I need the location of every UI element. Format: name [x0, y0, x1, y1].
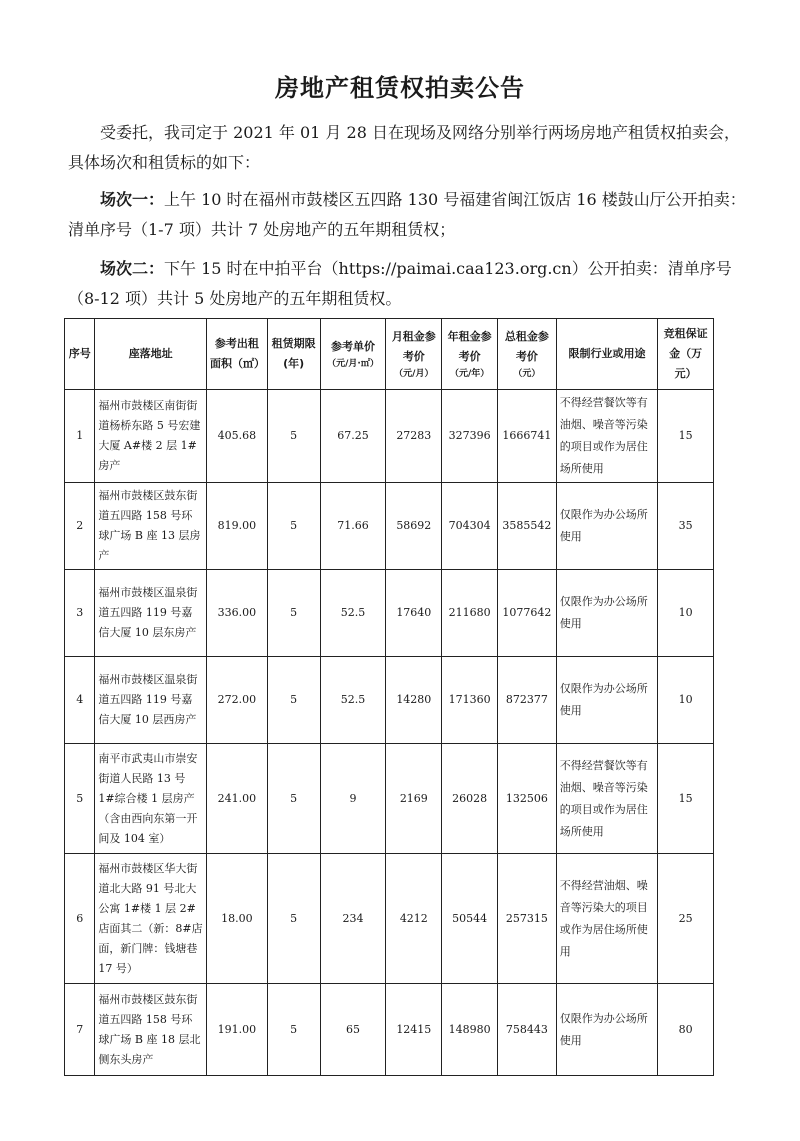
- header-monthly-unit: （元/月）: [394, 369, 434, 379]
- cell-yearly: 148980: [442, 984, 498, 1076]
- header-term: 租赁期限(年): [267, 319, 320, 390]
- cell-use: 仅限作为办公场所使用: [556, 657, 657, 744]
- table-row: [65, 657, 714, 744]
- table-header-row: [65, 319, 714, 390]
- cell-term: 5: [267, 657, 320, 744]
- cell-monthly: 58692: [386, 483, 442, 570]
- cell-unit-price: 234: [320, 854, 386, 984]
- cell-unit-price: 9: [320, 744, 386, 854]
- cell-area: 191.00: [206, 984, 267, 1076]
- cell-use: 不得经营油烟、噪音等污染大的项目或作为居住场所使用: [556, 854, 657, 984]
- header-use: 限制行业或用途: [556, 319, 657, 390]
- cell-yearly: 327396: [442, 390, 498, 483]
- cell-use: 不得经营餐饮等有油烟、噪音等污染的项目或作为居住场所使用: [556, 390, 657, 483]
- cell-deposit: 25: [658, 854, 714, 984]
- cell-area: 272.00: [206, 657, 267, 744]
- header-yearly-label: 年租金参考价: [447, 330, 492, 363]
- cell-yearly: 26028: [442, 744, 498, 854]
- lease-lots-table: [64, 318, 714, 1076]
- table-row: [65, 984, 714, 1076]
- cell-deposit: 80: [658, 984, 714, 1076]
- cell-deposit: 10: [658, 657, 714, 744]
- cell-address: 福州市鼓楼区华大街道北大路 91 号北大公寓 1#楼 1 层 2#店面其二（新：8#店面，新门牌：钱塘巷 17 号）: [95, 854, 207, 984]
- header-yearly: [442, 319, 498, 390]
- cell-deposit: 15: [658, 744, 714, 854]
- cell-yearly: 211680: [442, 570, 498, 657]
- header-unit-price: [320, 319, 386, 390]
- cell-no: 3: [65, 570, 95, 657]
- cell-term: 5: [267, 984, 320, 1076]
- cell-address: 福州市鼓楼区温泉街道五四路 119 号嘉信大厦 10 层西房产: [95, 657, 207, 744]
- session-two-line-2: （8-12 项）共计 5 处房地产的五年期租赁权。: [68, 289, 402, 308]
- session-one-text: 上午 10 时在福州市鼓楼区五四路 130 号福建省闽江饭店 16 楼鼓山厅公开拍卖：: [164, 190, 746, 209]
- cell-total: 758443: [497, 984, 556, 1076]
- cell-yearly: 50544: [442, 854, 498, 984]
- header-total-label: 总租金参考价: [504, 330, 549, 363]
- cell-no: 7: [65, 984, 95, 1076]
- session-two-text: 下午 15 时在中拍平台（https://paimai.caa123.org.cn）公开拍卖：清单序号: [164, 259, 732, 278]
- session-one-label: 场次一：: [100, 190, 165, 209]
- cell-monthly: 27283: [386, 390, 442, 483]
- header-area: 参考出租面积（㎡）: [206, 319, 267, 390]
- cell-use: 不得经营餐饮等有油烟、噪音等污染的项目或作为居住场所使用: [556, 744, 657, 854]
- cell-term: 5: [267, 744, 320, 854]
- intro-line-1: 受委托，我司定于 2021 年 01 月 28 日在现场及网络分别举行两场房地产租赁权拍卖会，: [100, 123, 740, 142]
- cell-monthly: 2169: [386, 744, 442, 854]
- cell-area: 18.00: [206, 854, 267, 984]
- table-row: [65, 483, 714, 570]
- cell-area: 241.00: [206, 744, 267, 854]
- header-total-unit: （元）: [513, 369, 541, 379]
- cell-area: 819.00: [206, 483, 267, 570]
- cell-term: 5: [267, 483, 320, 570]
- session-one-paragraph: [68, 185, 784, 245]
- header-monthly-label: 月租金参考价: [391, 330, 436, 363]
- cell-monthly: 12415: [386, 984, 442, 1076]
- session-two-label: 场次二：: [100, 259, 165, 278]
- cell-yearly: 171360: [442, 657, 498, 744]
- cell-unit-price: 52.5: [320, 657, 386, 744]
- cell-address: 南平市武夷山市崇安街道人民路 13 号 1#综合楼 1 层房产（含由西向东第一开间及 104 室）: [95, 744, 207, 854]
- session-two-paragraph: [68, 254, 784, 314]
- cell-deposit: 10: [658, 570, 714, 657]
- intro-line-2: 具体场次和租赁标的如下：: [68, 153, 261, 172]
- cell-unit-price: 71.66: [320, 483, 386, 570]
- header-monthly: [386, 319, 442, 390]
- cell-total: 257315: [497, 854, 556, 984]
- cell-term: 5: [267, 854, 320, 984]
- header-yearly-unit: （元/年）: [449, 369, 490, 379]
- cell-total: 3585542: [497, 483, 556, 570]
- cell-total: 132506: [497, 744, 556, 854]
- cell-no: 1: [65, 390, 95, 483]
- header-address: 座落地址: [95, 319, 207, 390]
- intro-paragraph: [68, 118, 784, 178]
- cell-deposit: 35: [658, 483, 714, 570]
- cell-deposit: 15: [658, 390, 714, 483]
- cell-total: 872377: [497, 657, 556, 744]
- cell-no: 5: [65, 744, 95, 854]
- cell-total: 1077642: [497, 570, 556, 657]
- cell-unit-price: 65: [320, 984, 386, 1076]
- cell-term: 5: [267, 570, 320, 657]
- cell-no: 2: [65, 483, 95, 570]
- cell-address: 福州市鼓楼区温泉街道五四路 119 号嘉信大厦 10 层东房产: [95, 570, 207, 657]
- cell-no: 6: [65, 854, 95, 984]
- cell-yearly: 704304: [442, 483, 498, 570]
- cell-monthly: 14280: [386, 657, 442, 744]
- cell-no: 4: [65, 657, 95, 744]
- header-unit-price-label: 参考单价: [330, 340, 375, 353]
- header-deposit: 竞租保证金（万元）: [658, 319, 714, 390]
- cell-area: 336.00: [206, 570, 267, 657]
- header-total: [497, 319, 556, 390]
- cell-use: 仅限作为办公场所使用: [556, 483, 657, 570]
- cell-unit-price: 52.5: [320, 570, 386, 657]
- table-row: [65, 390, 714, 483]
- session-one-line-2: 清单序号（1-7 项）共计 7 处房地产的五年期租赁权；: [68, 220, 456, 239]
- header-unit-price-unit: （元/月·㎡）: [327, 359, 379, 369]
- table-row: [65, 854, 714, 984]
- cell-unit-price: 67.25: [320, 390, 386, 483]
- cell-monthly: 17640: [386, 570, 442, 657]
- cell-address: 福州市鼓楼区鼓东街道五四路 158 号环球广场 B 座 18 层北侧东头房产: [95, 984, 207, 1076]
- cell-total: 1666741: [497, 390, 556, 483]
- cell-term: 5: [267, 390, 320, 483]
- cell-use: 仅限作为办公场所使用: [556, 984, 657, 1076]
- cell-address: 福州市鼓楼区鼓东街道五四路 158 号环球广场 B 座 13 层房产: [95, 483, 207, 570]
- header-no: 序号: [65, 319, 95, 390]
- cell-area: 405.68: [206, 390, 267, 483]
- table-row: [65, 744, 714, 854]
- page-title: 房地产租赁权拍卖公告: [275, 74, 525, 102]
- table-row: [65, 570, 714, 657]
- cell-address: 福州市鼓楼区南街街道杨桥东路 5 号宏建大厦 A#楼 2 层 1#房产: [95, 390, 207, 483]
- cell-use: 仅限作为办公场所使用: [556, 570, 657, 657]
- cell-monthly: 4212: [386, 854, 442, 984]
